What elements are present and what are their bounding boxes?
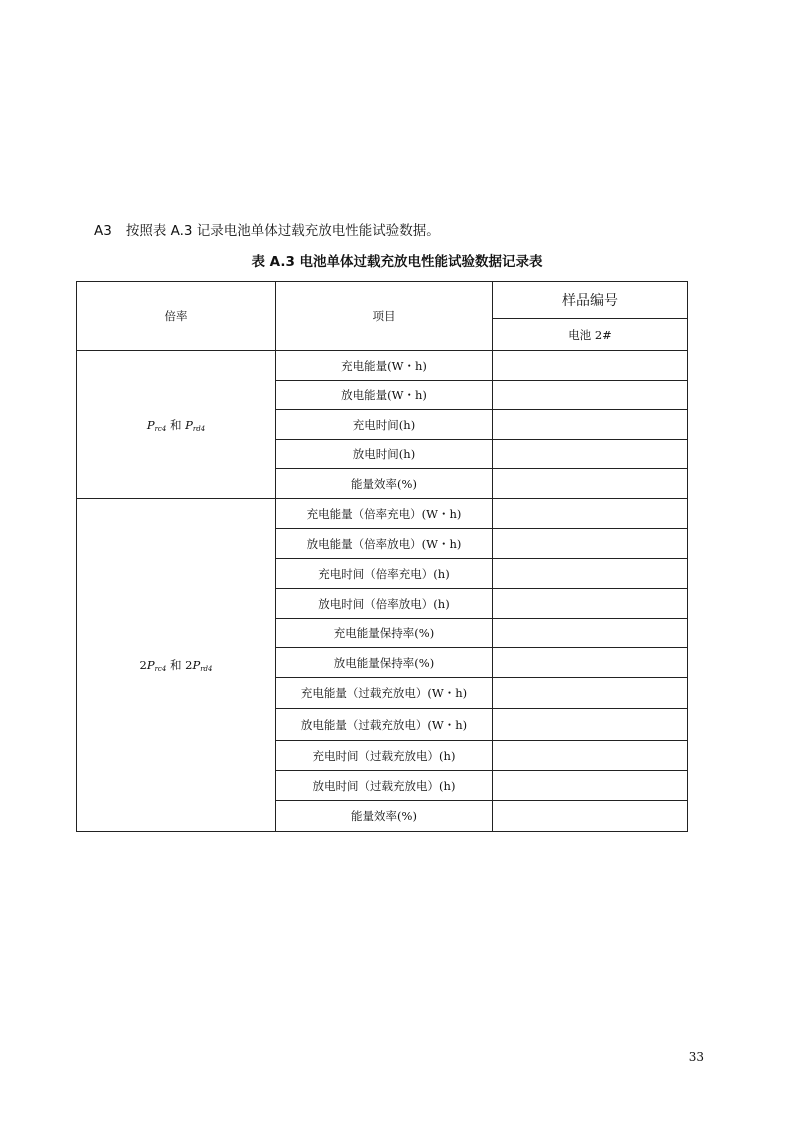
item-label: 充电能量保持率(%) <box>276 619 493 648</box>
item-label: 放电时间（过载充放电）(h) <box>276 771 493 801</box>
value-cell[interactable] <box>493 440 688 469</box>
item-label: 放电能量（倍率放电）(W・h) <box>276 529 493 559</box>
item-label: 充电时间（过载充放电）(h) <box>276 741 493 771</box>
intro-text: 按照表 A.3 记录电池单体过载充放电性能试验数据。 <box>125 223 440 239</box>
data-record-table <box>76 281 688 832</box>
item-label: 放电能量(W・h) <box>276 381 493 410</box>
item-label: 充电能量（过载充放电）(W・h) <box>276 678 493 709</box>
value-cell[interactable] <box>493 801 688 832</box>
value-cell[interactable] <box>493 589 688 619</box>
item-label: 放电时间(h) <box>276 440 493 469</box>
value-cell[interactable] <box>493 469 688 499</box>
value-cell[interactable] <box>493 678 688 709</box>
table-caption: 表 A.3 电池单体过载充放电性能试验数据记录表 <box>251 254 543 270</box>
value-cell[interactable] <box>493 741 688 771</box>
header-item: 项目 <box>276 282 493 351</box>
value-cell[interactable] <box>493 410 688 440</box>
item-label: 充电时间（倍率充电）(h) <box>276 559 493 589</box>
rate-cell-1: $P_{rc4}$ 和 $P_{rd4}$ <box>77 351 276 499</box>
item-label: 放电能量保持率(%) <box>276 648 493 678</box>
page-number: 33 <box>688 1050 704 1064</box>
value-cell[interactable] <box>493 529 688 559</box>
sample-id: 电池 2# <box>493 319 688 351</box>
value-cell[interactable] <box>493 709 688 741</box>
item-label: 充电时间(h) <box>276 410 493 440</box>
header-rate: 倍率 <box>77 282 276 351</box>
value-cell[interactable] <box>493 381 688 410</box>
item-label: 充电能量（倍率充电）(W・h) <box>276 499 493 529</box>
intro-paragraph <box>94 219 440 239</box>
value-cell[interactable] <box>493 351 688 381</box>
item-label: 放电时间（倍率放电）(h) <box>276 589 493 619</box>
clause-number: A3 <box>94 223 112 239</box>
value-cell[interactable] <box>493 648 688 678</box>
item-label: 放电能量（过载充放电）(W・h) <box>276 709 493 741</box>
value-cell[interactable] <box>493 619 688 648</box>
item-label: 能量效率(%) <box>276 469 493 499</box>
rate-cell-2: $2P_{rc4}$ 和 $2P_{rd4}$ <box>77 499 276 832</box>
header-sample: 样品编号 <box>493 282 688 319</box>
value-cell[interactable] <box>493 499 688 529</box>
value-cell[interactable] <box>493 771 688 801</box>
item-label: 充电能量(W・h) <box>276 351 493 381</box>
item-label: 能量效率(%) <box>276 801 493 832</box>
value-cell[interactable] <box>493 559 688 589</box>
